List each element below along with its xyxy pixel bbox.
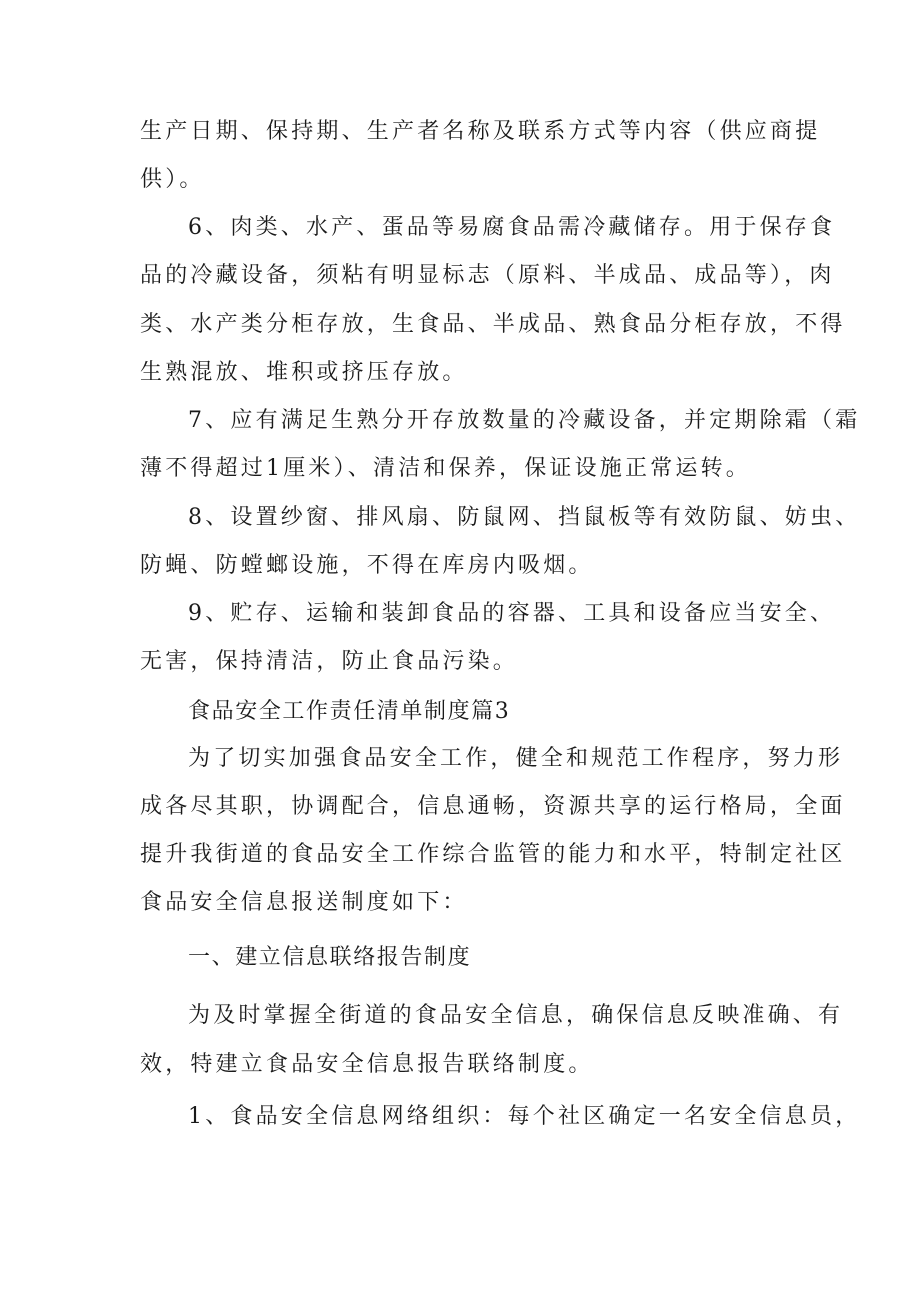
text-line: 为了切实加强食品安全工作，健全和规范工作程序，努力形 (188, 746, 844, 771)
section-heading: 食品安全工作责任清单制度篇3 (188, 699, 511, 724)
text-line: 成各尽其职，协调配合，信息通畅，资源共享的运行格局，全面 (140, 794, 846, 819)
text-line: 为及时掌握全街道的食品安全信息，确保信息反映准确、有 (188, 1003, 844, 1028)
text-line: 效，特建立食品安全信息报告联络制度。 (140, 1052, 594, 1077)
text-line: 薄不得超过1厘米）、清洁和保养，保证设施正常运转。 (140, 456, 751, 481)
text-line: 类、水产类分柜存放，生食品、半成品、熟食品分柜存放，不得 (140, 312, 846, 337)
text-line: 6、肉类、水产、蛋品等易腐食品需冷藏储存。用于保存食 (188, 215, 836, 240)
text-line: 7、应有满足生熟分开存放数量的冷藏设备，并定期除霜（霜 (188, 408, 861, 433)
text-line: 食品安全信息报送制度如下： (140, 890, 468, 915)
text-line: 提升我街道的食品安全工作综合监管的能力和水平，特制定社区 (140, 842, 846, 867)
section-heading: 一、建立信息联络报告制度 (188, 945, 472, 970)
text-line: 品的冷藏设备，须粘有明显标志（原料、半成品、成品等），肉 (140, 263, 835, 288)
text-line: 供）。 (140, 167, 205, 192)
text-line: 9、贮存、运输和装卸食品的容器、工具和设备应当安全、 (188, 601, 836, 626)
text-line: 1、食品安全信息网络组织：每个社区确定一名安全信息员， (188, 1104, 861, 1129)
text-line: 生产日期、保持期、生产者名称及联系方式等内容（供应商提 (140, 119, 821, 144)
text-line: 无害，保持清洁，防止食品污染。 (140, 649, 519, 674)
text-line: 防蝇、防螳螂设施，不得在库房内吸烟。 (140, 553, 594, 578)
text-line: 生熟混放、堆积或挤压存放。 (140, 360, 468, 385)
text-line: 8、设置纱窗、排风扇、防鼠网、挡鼠板等有效防鼠、妨虫、 (188, 505, 861, 530)
